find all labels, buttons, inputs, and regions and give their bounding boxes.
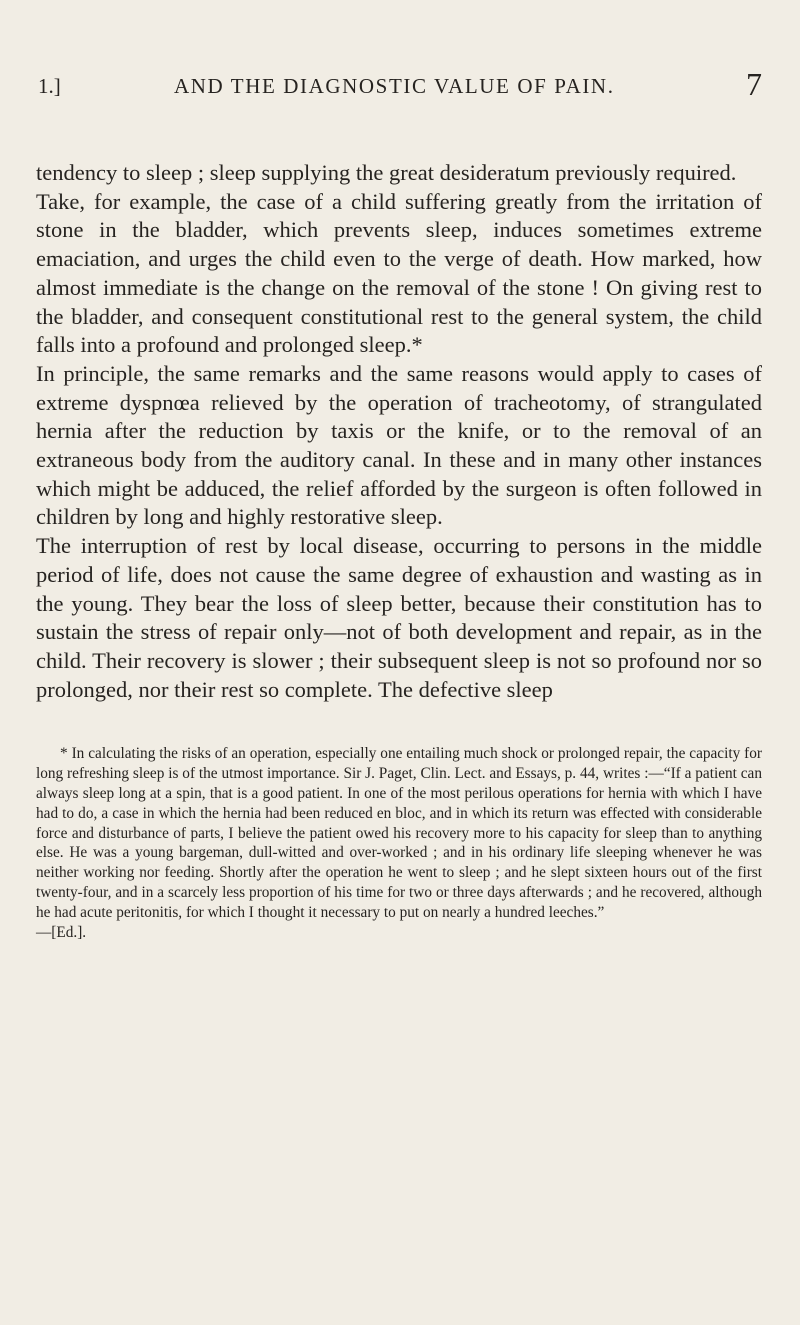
chapter-number: 1.] bbox=[38, 74, 61, 98]
footnote bbox=[36, 744, 762, 942]
paragraph: In principle, the same remarks and the same reasons would apply to cases of extreme dyspnœa relieved by the operation of tracheotomy, of strangulated hernia after the reduction by taxis or the knife, or to the removal of an extraneous body from the auditory canal. In these and in many other instances which might be adduced, the relief afforded by the surgeon is often followed in children by long and highly restorative sleep. bbox=[36, 360, 762, 530]
paragraph: The interruption of rest by local disease, occurring to persons in the middle period of life, does not cause the same degree of exhaustion and wasting as in the young. They bear the loss of sleep better, because their constitution has to sustain the stress of repair only—not of both development and repair, as in the child. Their recovery is slower ; their subsequent sleep is not so profound nor so prolonged, nor their rest so complete. The defective sleep bbox=[36, 533, 762, 702]
book-page bbox=[36, 62, 762, 942]
footnote-body bbox=[36, 744, 762, 942]
footnote-signature: —[Ed.]. bbox=[36, 923, 87, 941]
paragraph: tendency to sleep ; sleep supplying the great desideratum previously required. bbox=[36, 160, 737, 185]
running-title: AND THE DIAGNOSTIC VALUE OF PAIN. bbox=[174, 74, 615, 98]
footnote-marker: * bbox=[60, 745, 68, 763]
body-text bbox=[36, 159, 762, 704]
page-number: 7 bbox=[746, 66, 762, 102]
paragraph: Take, for example, the case of a child suffering greatly from the irritation of stone in the bladder, which prevents sleep, induces sometimes extreme emaciation, and urges the child even to the verge of death. How marked, how almost immediate is the change on the removal of the stone ! On giving rest to the bladder, and consequent constitutional rest to the general system, the child falls into a profound and prolonged sleep.* bbox=[36, 188, 762, 358]
running-head bbox=[36, 62, 762, 108]
footnote-text: In calculating the risks of an operation, especially one entailing much shock or prolonged repair, the capacity for long refreshing sleep is of the utmost importance. Sir J. Paget, Clin. Lect. and Essays, p. 44, writes :—“If a patient can always sleep long at a spin, that is a good patient. In one of the most perilous operations for hernia with which I have had to do, a case in which the hernia had been reduced en bloc, and in which its return was effected with considerable force and disturbance of parts, I believe the patient owed his recovery more to his capacity for sleep than to anything else. He was a young bargeman, dull-witted and over-worked ; and in his ordinary life sleeping whenever he was neither working nor feeding. Shortly after the operation he went to sleep ; and he slept sixteen hours out of the first twenty-four, and in a scarcely less proportion of his time for two or three days afterwards ; and he recovered, although he had acute peritonitis, for which I thought it necessary to put on nearly a hundred leeches.” bbox=[36, 745, 762, 921]
